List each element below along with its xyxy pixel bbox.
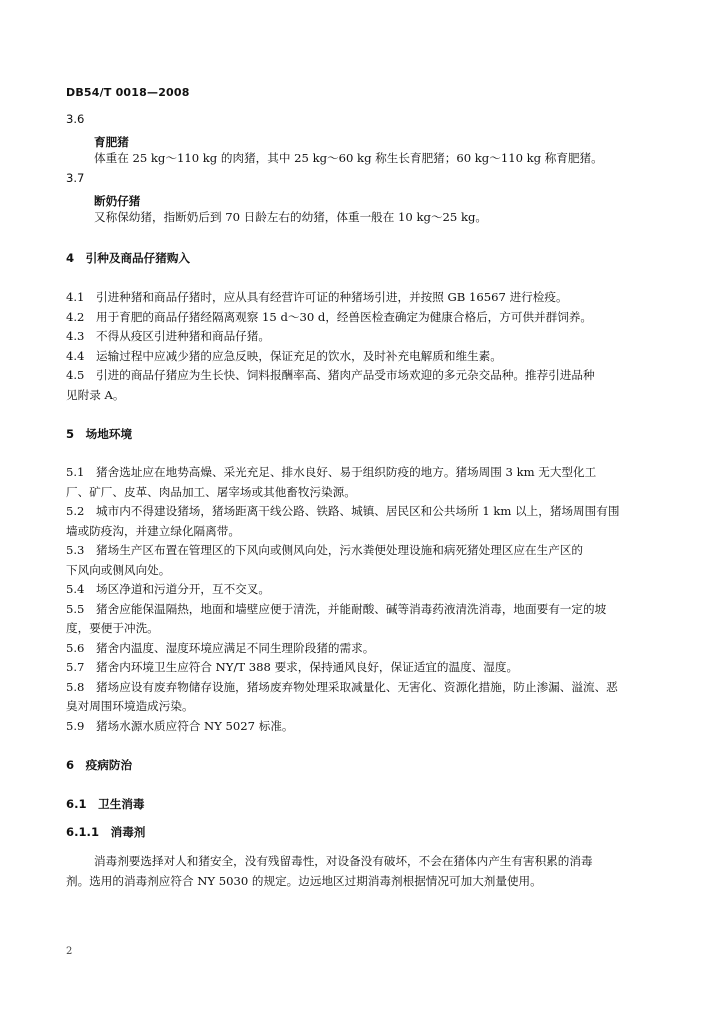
def-text: 体重在 25 kg～110 kg 的肉猪，其中 25 kg～60 kg 称生长育肥猪；60 kg～110 kg 称育肥猪。 [94, 151, 603, 165]
clause-line: 5.2 城市内不得建设猪场，猪场距离干线公路、铁路、城镇、居民区和公共场所 1 km 以上，猪场周围有围 [66, 504, 620, 518]
section-heading: 5 场地环境 [66, 427, 133, 441]
clause-line: 5.4 场区净道和污道分开，互不交叉。 [66, 582, 270, 596]
def-number: 3.7 [66, 171, 85, 185]
def-term: 断奶仔猪 [94, 194, 141, 208]
clause-line: 下风向或侧风向处。 [66, 563, 171, 577]
clause-line: 见附录 A。 [66, 388, 125, 402]
paragraph-line: 剂。选用的消毒剂应符合 NY 5030 的规定。边远地区过期消毒剂根据情况可加大剂量使用。 [66, 874, 542, 888]
clause-line: 厂、矿厂、皮革、肉品加工、屠宰场或其他畜牧污染源。 [66, 485, 356, 499]
section-heading: 6 疫病防治 [66, 758, 133, 772]
clause-line: 4.3 不得从疫区引进种猪和商品仔猪。 [66, 329, 270, 343]
page-number: 2 [66, 946, 73, 957]
clause-line: 4.2 用于育肥的商品仔猪经隔离观察 15 d～30 d，经兽医检查确定为健康合格后，方可供并群饲养。 [66, 310, 593, 324]
clause-line: 5.5 猪舍应能保温隔热，地面和墙壁应便于清洗，并能耐酸、碱等消毒药液清洗消毒，地面要有一定的坡 [66, 602, 607, 616]
def-number: 3.6 [66, 112, 85, 126]
clause-line: 5.9 猪场水源水质应符合 NY 5027 标准。 [66, 719, 294, 733]
subsection-heading: 6.1 卫生消毒 [66, 797, 145, 811]
clause-line: 臭对周围环境造成污染。 [66, 699, 194, 713]
clause-line: 度，要便于冲洗。 [66, 621, 159, 635]
clause-line: 5.1 猪舍选址应在地势高燥、采光充足、排水良好、易于组织防疫的地方。猪场周围 3 km 无大型化工 [66, 465, 597, 479]
clause-line: 4.1 引进种猪和商品仔猪时，应从具有经营许可证的种猪场引进，并按照 GB 16567 进行检疫。 [66, 290, 568, 304]
clause-line: 5.8 猪场应设有废弃物储存设施，猪场废弃物处理采取减量化、无害化、资源化措施，防止渗漏、溢流、恶 [66, 680, 618, 694]
clause-line: 5.7 猪舍内环境卫生应符合 NY/T 388 要求，保持通风良好，保证适宜的温度、湿度。 [66, 660, 519, 674]
paragraph-line: 消毒剂要选择对人和猪安全，没有残留毒性，对设备没有破坏，不会在猪体内产生有害积累的消毒 [94, 854, 593, 868]
standard-code-header: DB54/T 0018—2008 [66, 86, 190, 99]
clause-line: 5.6 猪舍内温度、湿度环境应满足不同生理阶段猪的需求。 [66, 641, 375, 655]
clause-line: 墙或防疫沟，并建立绿化隔离带。 [66, 524, 240, 538]
def-term: 育肥猪 [94, 135, 129, 149]
def-text: 又称保幼猪，指断奶后到 70 日龄左右的幼猪，体重一般在 10 kg～25 kg。 [94, 210, 488, 224]
clause-line: 4.4 运输过程中应减少猪的应急反映，保证充足的饮水，及时补充电解质和维生素。 [66, 349, 502, 363]
section-heading: 4 引种及商品仔猪购入 [66, 251, 191, 265]
clause-line: 4.5 引进的商品仔猪应为生长快、饲料报酬率高、猪肉产品受市场欢迎的多元杂交品种。推荐引进品种 [66, 368, 595, 382]
clause-line: 5.3 猪场生产区布置在管理区的下风向或侧风向处，污水粪便处理设施和病死猪处理区应在生产区的 [66, 543, 583, 557]
subsection-heading: 6.1.1 消毒剂 [66, 825, 146, 839]
